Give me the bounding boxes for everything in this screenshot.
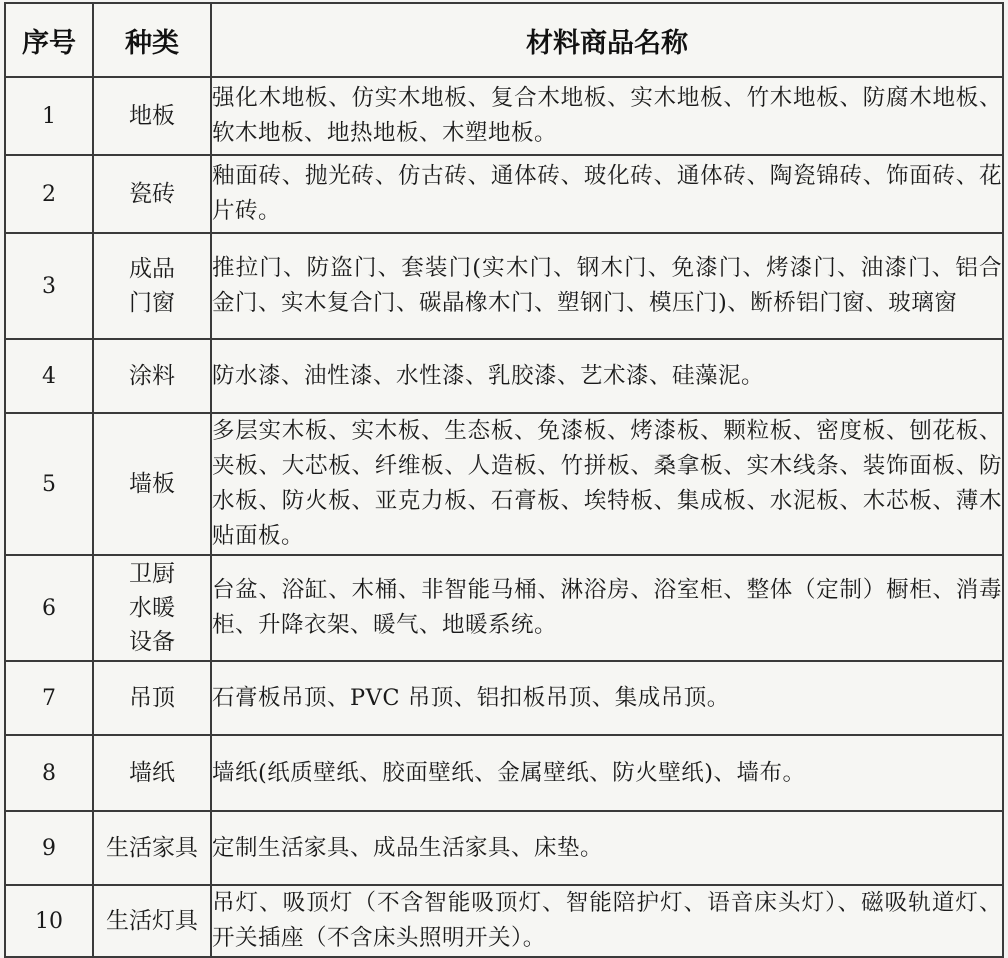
- row-kind-label: 地板: [129, 103, 175, 129]
- row-kind: [93, 233, 211, 339]
- row-names: 强化木地板、仿实木地板、复合木地板、实木地板、竹木地板、防腐木地板、软木地板、地热地板、木塑地板。: [211, 77, 1003, 155]
- row-kind: [93, 413, 211, 555]
- row-num: 1: [5, 77, 93, 155]
- row-num: 4: [5, 339, 93, 413]
- row-names: 多层实木板、实木板、生态板、免漆板、烤漆板、颗粒板、密度板、刨花板、夹板、大芯板、纤维板、人造板、竹拼板、桑拿板、实木线条、装饰面板、防水板、防火板、亚克力板、石膏板、埃特板、集成板、水泥板、木芯板、薄木贴面板。: [211, 413, 1003, 555]
- table-row: [5, 339, 1003, 413]
- row-num: 6: [5, 555, 93, 661]
- table-row: [5, 555, 1003, 661]
- header-row: [5, 3, 1003, 77]
- table-row: [5, 233, 1003, 339]
- table-row: [5, 155, 1003, 233]
- row-kind-label: 生活灯具: [106, 908, 198, 934]
- table-row: [5, 77, 1003, 155]
- row-num: 10: [5, 885, 93, 957]
- row-kind: [93, 735, 211, 811]
- row-kind: [93, 811, 211, 885]
- header-num: 序号: [5, 3, 93, 77]
- row-num: 5: [5, 413, 93, 555]
- row-names: 定制生活家具、成品生活家具、床垫。: [211, 811, 1003, 885]
- row-names: 釉面砖、抛光砖、仿古砖、通体砖、玻化砖、通体砖、陶瓷锦砖、饰面砖、花片砖。: [211, 155, 1003, 233]
- row-names: 台盆、浴缸、木桶、非智能马桶、淋浴房、浴室柜、整体（定制）橱柜、消毒柜、升降衣架、暖气、地暖系统。: [211, 555, 1003, 661]
- row-kind: [93, 339, 211, 413]
- table-row: [5, 811, 1003, 885]
- row-num: 8: [5, 735, 93, 811]
- row-kind: [93, 885, 211, 957]
- table-row: [5, 885, 1003, 957]
- row-kind-label: 瓷砖: [129, 181, 175, 207]
- row-names: 石膏板吊顶、PVC 吊顶、铝扣板吊顶、集成吊顶。: [211, 661, 1003, 735]
- row-kind: [93, 555, 211, 661]
- row-kind-label: 吊顶: [129, 685, 175, 711]
- row-kind-label: 墙纸: [129, 760, 175, 786]
- row-num: 9: [5, 811, 93, 885]
- materials-table: [4, 2, 1004, 958]
- header-kind: 种类: [93, 3, 211, 77]
- row-num: 3: [5, 233, 93, 339]
- table-row: [5, 735, 1003, 811]
- header-name: 材料商品名称: [211, 3, 1003, 77]
- row-kind: [93, 661, 211, 735]
- row-kind: [93, 77, 211, 155]
- table-row: [5, 413, 1003, 555]
- row-kind-label: 涂料: [129, 363, 175, 389]
- row-num: 7: [5, 661, 93, 735]
- row-kind-label: 生活家具: [106, 835, 198, 861]
- row-num: 2: [5, 155, 93, 233]
- row-names: 推拉门、防盗门、套装门(实木门、钢木门、免漆门、烤漆门、油漆门、铝合金门、实木复合门、碳晶橡木门、塑钢门、模压门)、断桥铝门窗、玻璃窗: [211, 233, 1003, 339]
- row-kind: [93, 155, 211, 233]
- table-row: [5, 661, 1003, 735]
- row-kind-label: 成品 门窗: [129, 256, 175, 316]
- row-names: 墙纸(纸质壁纸、胶面壁纸、金属壁纸、防火壁纸)、墙布。: [211, 735, 1003, 811]
- row-kind-label: 墙板: [129, 471, 175, 497]
- row-names: 吊灯、吸顶灯（不含智能吸顶灯、智能陪护灯、语音床头灯）、磁吸轨道灯、开关插座（不含床头照明开关）。: [211, 885, 1003, 957]
- row-kind-label: 卫厨 水暖 设备: [129, 561, 175, 655]
- row-names: 防水漆、油性漆、水性漆、乳胶漆、艺术漆、硅藻泥。: [211, 339, 1003, 413]
